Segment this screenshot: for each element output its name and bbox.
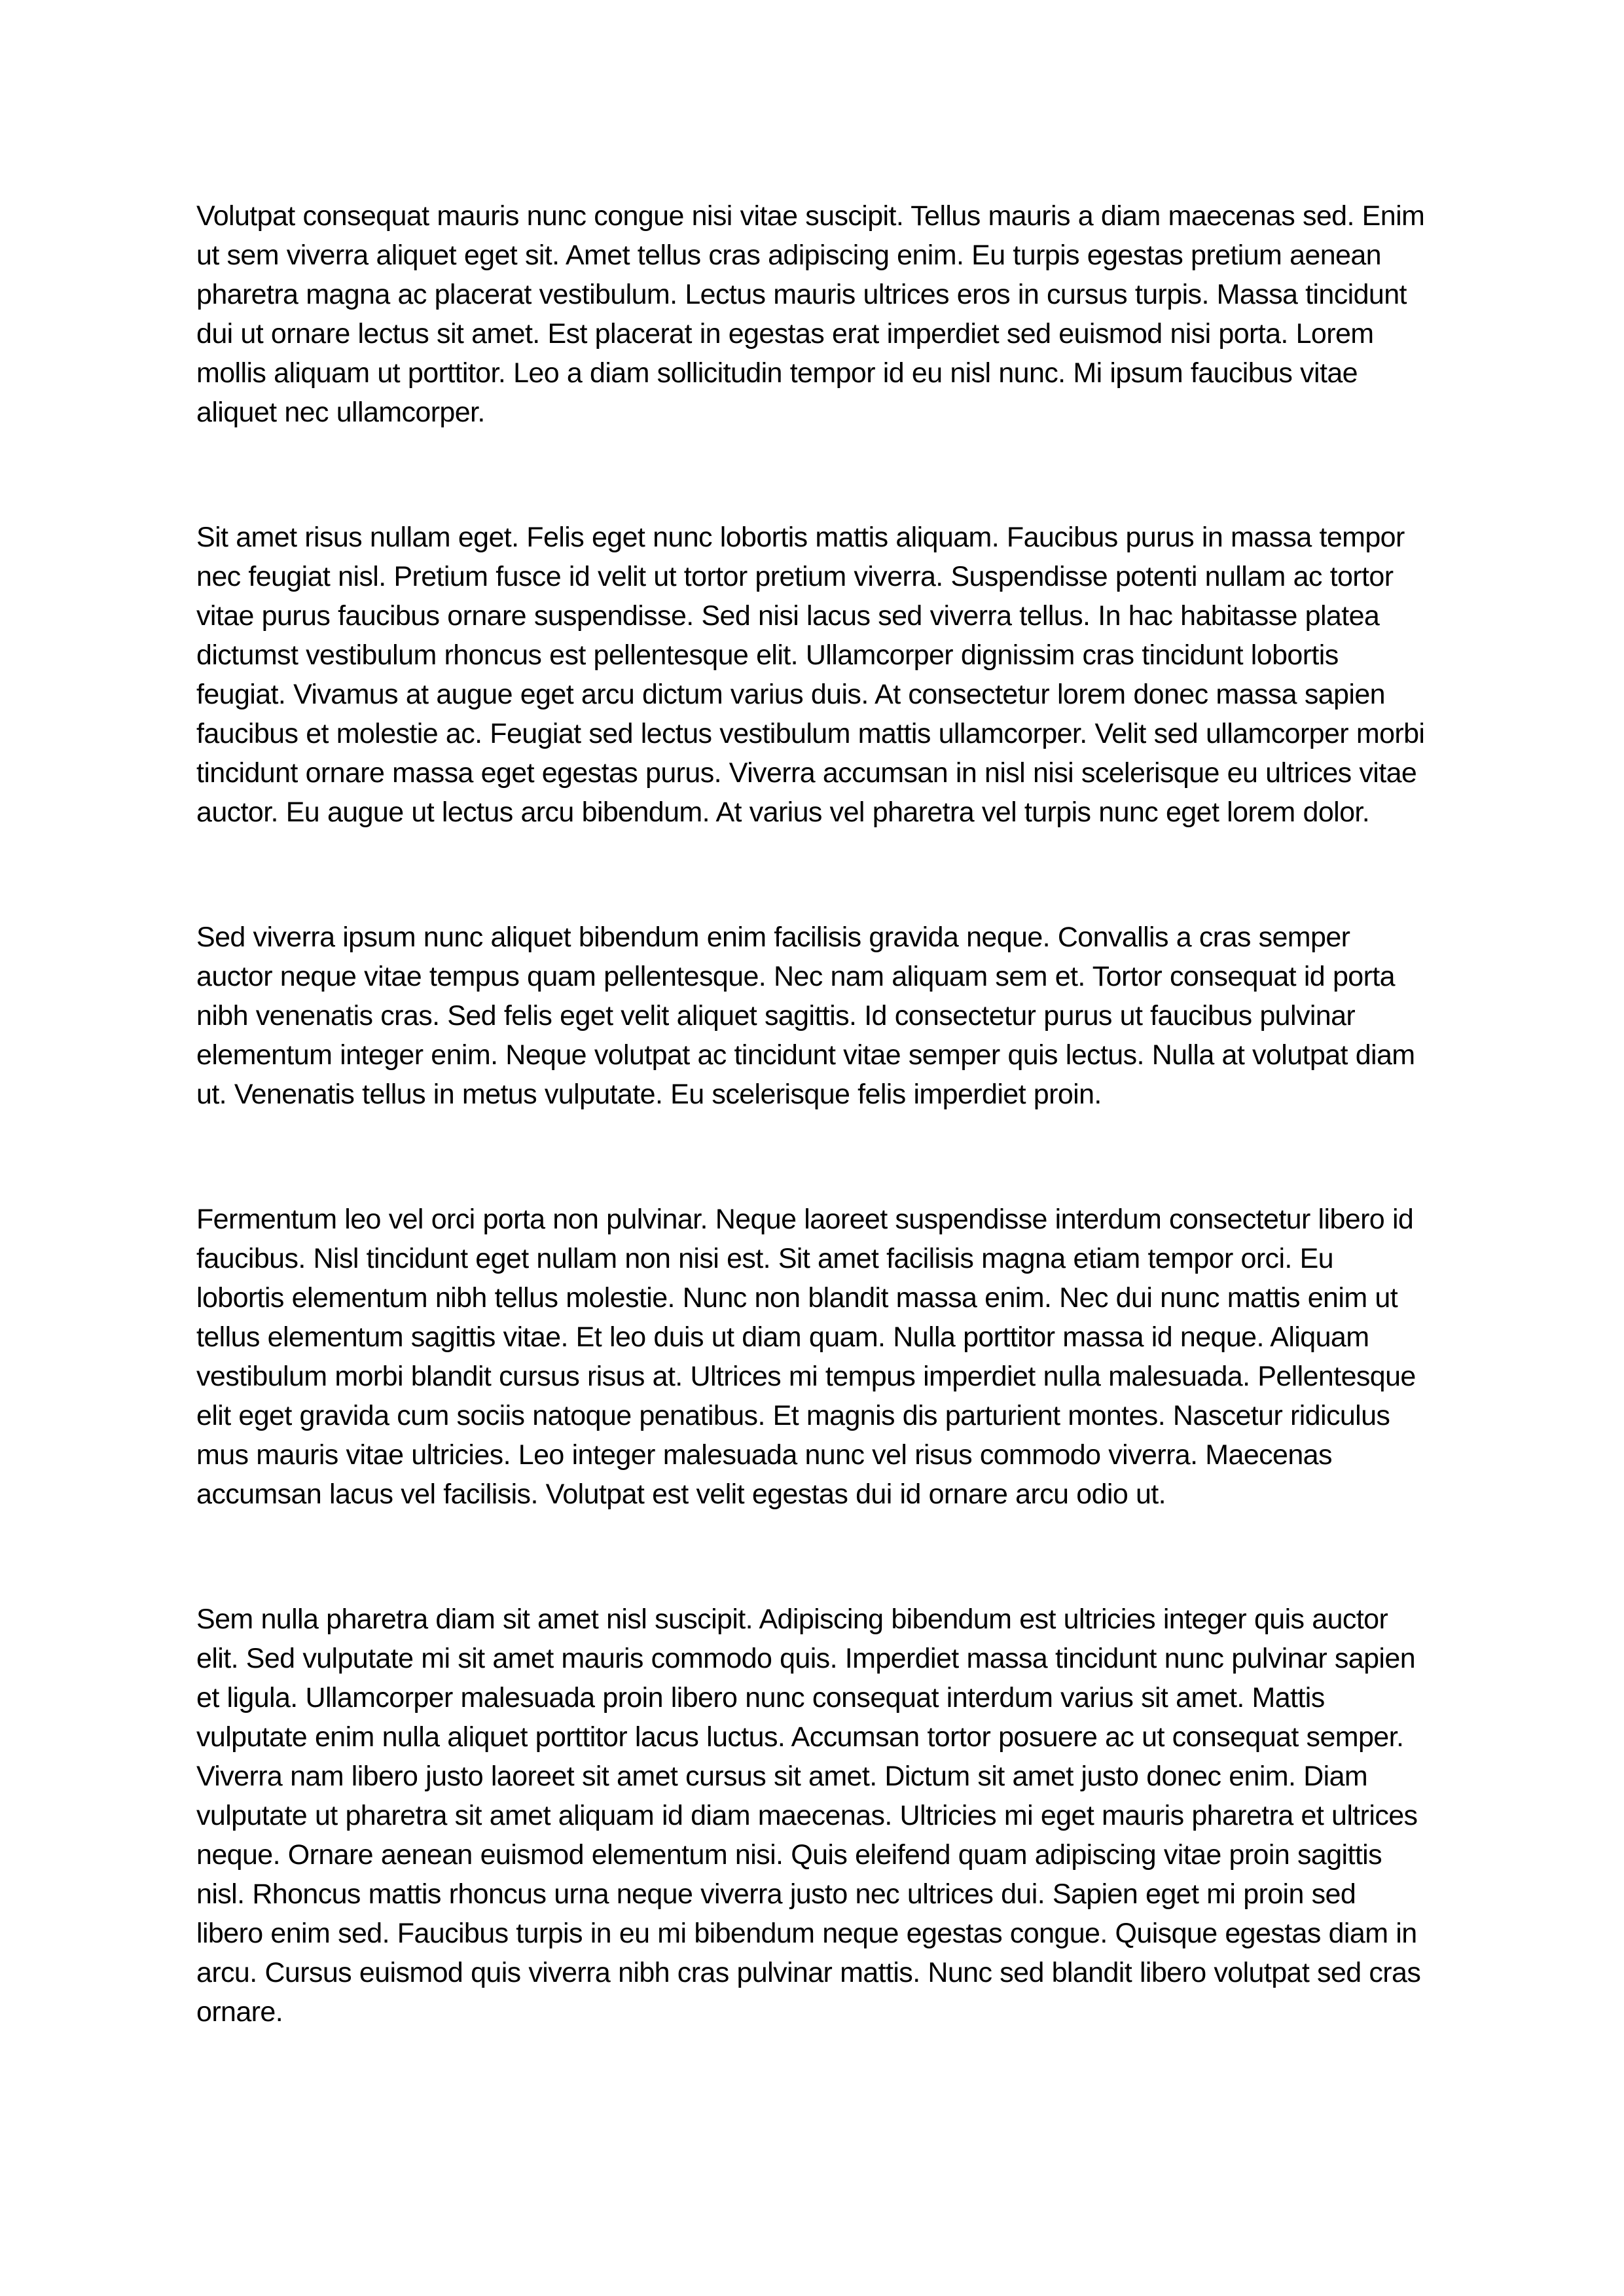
paragraph: Fermentum leo vel orci porta non pulvinar. Neque laoreet suspendisse interdum consectetur libero id faucibus. Nisl tincidunt eget nullam non nisi est. Sit amet facilisis magna etiam tempor orci. Eu lobortis elementum nibh tellus molestie. Nunc non blandit massa enim. Nec dui nunc mattis enim ut tellus elementum sagittis vitae. Et leo duis ut diam quam. Nulla porttitor massa id neque. Aliquam vestibulum morbi blandit cursus risus at. Ultrices mi tempus imperdiet nulla malesuada. Pellentesque elit eget gravida cum sociis natoque penatibus. Et magnis dis parturient montes. Nascetur ridiculus mus mauris vitae ultricies. Leo integer malesuada nunc vel risus commodo viverra. Maecenas accumsan lacus vel facilisis. Volutpat est velit egestas dui id ornare arcu odio ut. xyxy=(196,1204,1416,1510)
paragraph: Volutpat consequat mauris nunc congue nisi vitae suscipit. Tellus mauris a diam maecenas sed. Enim ut sem viverra aliquet eget sit. Amet tellus cras adipiscing enim. Eu turpis egestas pretium aenean pharetra magna ac placerat vestibulum. Lectus mauris ultrices eros in cursus turpis. Massa tincidunt dui ut ornare lectus sit amet. Est placerat in egestas erat imperdiet sed euismod nisi porta. Lorem mollis aliquam ut porttitor. Leo a diam sollicitudin tempor id eu nisl nunc. Mi ipsum faucibus vitae aliquet nec ullamcorper. xyxy=(196,200,1425,428)
paragraph: Sed viverra ipsum nunc aliquet bibendum enim facilisis gravida neque. Convallis a cras semper auctor neque vitae tempus quam pellentesque. Nec nam aliquam sem et. Tortor consequat id porta nibh venenatis cras. Sed felis eget velit aliquet sagittis. Id consectetur purus ut faucibus pulvinar elementum integer enim. Neque volutpat ac tincidunt vitae semper quis lectus. Nulla at volutpat diam ut. Venenatis tellus in metus vulputate. Eu scelerisque felis imperdiet proin. xyxy=(196,922,1415,1110)
paragraph: Sit amet risus nullam eget. Felis eget nunc lobortis mattis aliquam. Faucibus purus in massa tempor nec feugiat nisl. Pretium fusce id velit ut tortor pretium viverra. Suspendisse potenti nullam ac tortor vitae purus faucibus ornare suspendisse. Sed nisi lacus sed viverra tellus. In hac habitasse platea dictumst vestibulum rhoncus est pellentesque elit. Ullamcorper dignissim cras tincidunt lobortis feugiat. Vivamus at augue eget arcu dictum varius duis. At consectetur lorem donec massa sapien faucibus et molestie ac. Feugiat sed lectus vestibulum mattis ullamcorper. Velit sed ullamcorper morbi tincidunt ornare massa eget egestas purus. Viverra accumsan in nisl nisi scelerisque eu ultrices vitae auctor. Eu augue ut lectus arcu bibendum. At varius vel pharetra vel turpis nunc eget lorem dolor. xyxy=(196,522,1425,828)
paragraph: Sem nulla pharetra diam sit amet nisl suscipit. Adipiscing bibendum est ultricies integer quis auctor elit. Sed vulputate mi sit amet mauris commodo quis. Imperdiet massa tincidunt nunc pulvinar sapien et ligula. Ullamcorper malesuada proin libero nunc consequat interdum varius sit amet. Mattis vulputate enim nulla aliquet porttitor lacus luctus. Accumsan tortor posuere ac ut consequat semper. Viverra nam libero justo laoreet sit amet cursus sit amet. Dictum sit amet justo donec enim. Diam vulputate ut pharetra sit amet aliquam id diam maecenas. Ultricies mi eget mauris pharetra et ultrices neque. Ornare aenean euismod elementum nisi. Quis eleifend quam adipiscing vitae proin sagittis nisl. Rhoncus mattis rhoncus urna neque viverra justo nec ultrices dui. Sapien eget mi proin sed libero enim sed. Faucibus turpis in eu mi bibendum neque egestas congue. Quisque egestas diam in arcu. Cursus euismod quis viverra nibh cras pulvinar mattis. Nunc sed blandit libero volutpat sed cras ornare. xyxy=(196,1604,1421,2028)
